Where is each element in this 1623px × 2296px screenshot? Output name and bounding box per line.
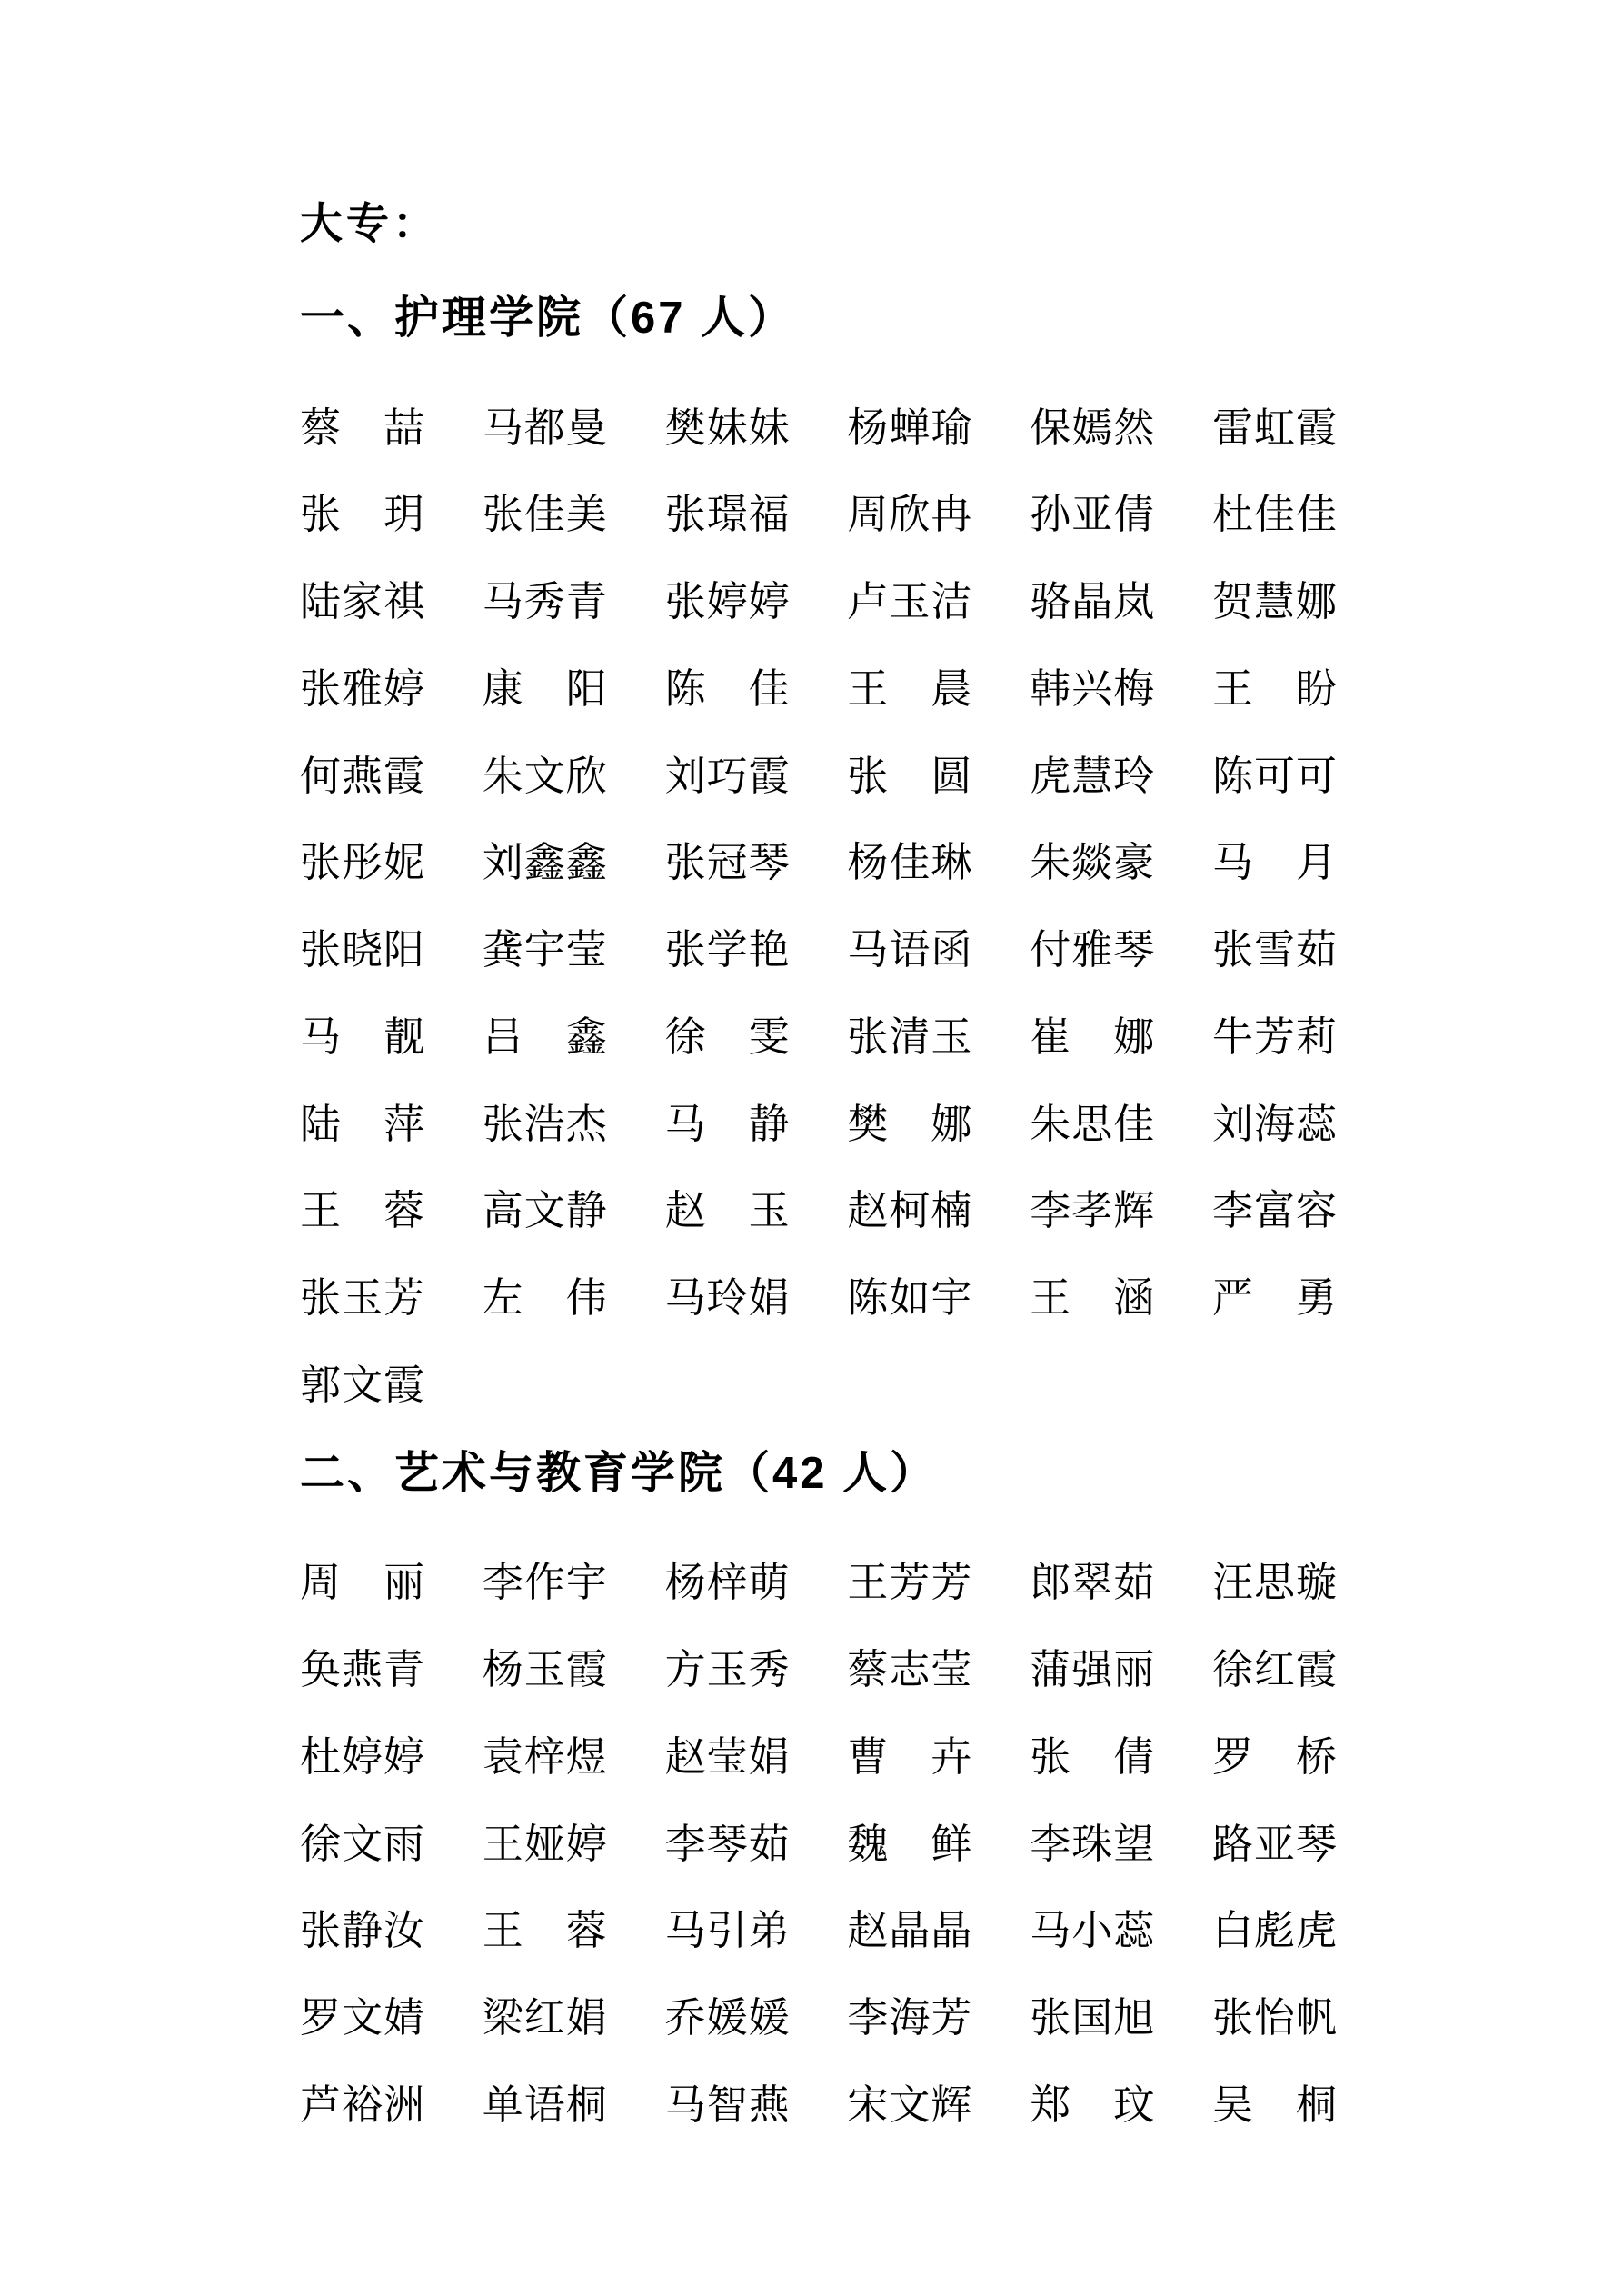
student-name: 杨蝉瑜	[847, 404, 973, 451]
student-name: 张 圆	[847, 753, 973, 799]
student-name: 孙亚倩	[1030, 492, 1156, 538]
student-name: 赵柯楠	[847, 1188, 973, 1234]
student-name: 马 靓	[300, 1013, 426, 1060]
name-row	[300, 405, 1338, 453]
student-name: 张婷婷	[664, 579, 791, 625]
name-rows	[300, 1560, 1338, 2129]
student-name: 汪思璇	[1211, 1560, 1338, 1606]
name-row	[300, 1363, 1338, 1410]
student-name: 雷虹霞	[1211, 404, 1338, 451]
student-name: 马小蕊	[1030, 1908, 1156, 1954]
student-name: 张清玉	[847, 1013, 973, 1060]
student-name: 郑 玟	[1030, 2081, 1156, 2128]
student-name: 王 盼	[1211, 665, 1338, 712]
name-rows	[300, 405, 1338, 1410]
student-name: 朱思佳	[1030, 1101, 1156, 1147]
student-name: 保嫣然	[1030, 404, 1156, 451]
student-name: 马都曼	[482, 404, 608, 451]
student-name: 罗文婧	[300, 1995, 426, 2041]
name-row	[300, 1647, 1338, 1694]
name-row	[300, 492, 1338, 539]
name-row	[300, 1014, 1338, 1062]
student-name: 张冠琴	[664, 840, 791, 886]
student-name: 何燕霞	[300, 753, 426, 799]
student-name: 骆晶岚	[1030, 579, 1156, 625]
student-name: 马玲娟	[664, 1275, 791, 1322]
section-art-education-college	[300, 1450, 1341, 2130]
name-row	[300, 754, 1338, 801]
student-name: 刘鑫鑫	[482, 840, 608, 886]
student-name: 马 月	[1211, 840, 1338, 886]
student-name: 周欣冉	[847, 492, 973, 538]
name-row	[300, 1188, 1338, 1235]
student-name: 周 丽	[300, 1560, 426, 1606]
student-name: 宋文辉	[847, 2081, 973, 2128]
student-name: 王 涵	[1030, 1275, 1156, 1322]
student-name: 高文静	[482, 1188, 608, 1234]
name-row	[300, 1734, 1338, 1782]
student-name: 马智燕	[664, 2081, 791, 2128]
student-name: 王 蓉	[300, 1188, 426, 1234]
student-name: 朱燚豪	[1030, 840, 1156, 886]
student-name: 牛芳莉	[1211, 1013, 1338, 1060]
student-name: 马引弟	[664, 1908, 791, 1954]
student-name: 康 阳	[482, 665, 608, 712]
student-name: 陆家祺	[300, 579, 426, 625]
student-name: 李富容	[1211, 1188, 1338, 1234]
student-name: 张玉芳	[300, 1275, 426, 1322]
name-row	[300, 927, 1338, 974]
student-name: 严 勇	[1211, 1275, 1338, 1322]
student-name: 郎翠茹	[1030, 1560, 1156, 1606]
student-name: 赵晶晶	[847, 1908, 973, 1954]
student-name: 杜佳佳	[1211, 492, 1338, 538]
section-heading: 一、护理学院（67 人）	[300, 293, 796, 343]
student-name: 杨玉霞	[482, 1647, 608, 1693]
student-name: 张学艳	[664, 927, 791, 973]
student-name: 樊 娜	[847, 1101, 973, 1147]
page-title: 大专：	[300, 201, 439, 248]
student-name: 芦裕洲	[300, 2081, 426, 2128]
student-name: 马 静	[664, 1101, 791, 1147]
student-name: 张 玥	[300, 492, 426, 538]
student-name: 张静汝	[300, 1908, 426, 1954]
student-name: 李琴茹	[664, 1821, 791, 1867]
student-name: 张晓阳	[300, 927, 426, 973]
student-name: 刘巧霞	[664, 753, 791, 799]
student-name: 杜婷婷	[300, 1733, 426, 1780]
student-name: 贺慧娜	[1211, 579, 1338, 625]
student-name: 王娅婷	[482, 1821, 608, 1867]
student-name: 张璟福	[664, 492, 791, 538]
student-name: 张佳美	[482, 492, 608, 538]
name-row	[300, 2082, 1338, 2130]
student-name: 马秀青	[482, 579, 608, 625]
student-name: 白彪虎	[1211, 1908, 1338, 1954]
student-name: 郭文霞	[300, 1362, 426, 1408]
student-name: 虎慧玲	[1030, 753, 1156, 799]
student-name: 付雅琴	[1030, 927, 1156, 973]
student-name: 张怡帆	[1211, 1995, 1338, 2041]
student-name: 路亚琴	[1211, 1821, 1338, 1867]
student-name: 梁红娟	[482, 1995, 608, 2041]
name-row	[300, 1102, 1338, 1149]
student-name: 袁梓煜	[482, 1733, 608, 1780]
section-nursing-college	[300, 294, 1341, 1410]
student-name: 蔡志莹	[847, 1647, 973, 1693]
student-name: 吴 桐	[1211, 2081, 1338, 2128]
student-name: 朱文欣	[482, 753, 608, 799]
student-name: 张 倩	[1030, 1733, 1156, 1780]
student-name: 徐 雯	[664, 1013, 791, 1060]
name-row	[300, 1908, 1338, 1955]
student-name: 陈 佳	[664, 665, 791, 712]
student-name: 龚宇莹	[482, 927, 608, 973]
student-name: 赵莹娟	[664, 1733, 791, 1780]
student-name: 李珠望	[1030, 1821, 1156, 1867]
name-row	[300, 840, 1338, 887]
name-row	[300, 1822, 1338, 1869]
student-name: 方玉秀	[664, 1647, 791, 1693]
student-name: 张国旭	[1030, 1995, 1156, 2041]
student-name: 陈如宇	[847, 1275, 973, 1322]
student-name: 王 晨	[847, 665, 973, 712]
name-row	[300, 1275, 1338, 1323]
student-name: 韩兴梅	[1030, 665, 1156, 712]
student-name: 陆 萍	[300, 1101, 426, 1147]
student-name: 樊妹妹	[664, 404, 791, 451]
student-name: 马语函	[847, 927, 973, 973]
student-name: 蒲强丽	[1030, 1647, 1156, 1693]
student-name: 李孝辉	[1030, 1188, 1156, 1234]
student-name: 杨梓萌	[664, 1560, 791, 1606]
name-row	[300, 1560, 1338, 1607]
student-name: 王 蓉	[482, 1908, 608, 1954]
name-row	[300, 579, 1338, 626]
section-heading: 二、艺术与教育学院（42 人）	[300, 1448, 938, 1498]
student-name: 李海芳	[847, 1995, 973, 2041]
student-name: 乔媛媛	[664, 1995, 791, 2041]
student-name: 蔡 喆	[300, 404, 426, 451]
student-name: 崔 娜	[1030, 1013, 1156, 1060]
student-name: 卢玉洁	[847, 579, 973, 625]
student-name: 李作宇	[482, 1560, 608, 1606]
student-name: 张雪茹	[1211, 927, 1338, 973]
student-name: 曹 卉	[847, 1733, 973, 1780]
student-name: 奂燕青	[300, 1647, 426, 1693]
student-name: 单语桐	[482, 2081, 608, 2128]
student-name: 陈可可	[1211, 753, 1338, 799]
student-name: 张雅婷	[300, 665, 426, 712]
student-name: 刘海蕊	[1211, 1101, 1338, 1147]
student-name: 张浩杰	[482, 1101, 608, 1147]
student-name: 魏 鲜	[847, 1821, 973, 1867]
name-row	[300, 1995, 1338, 2042]
student-name: 徐红霞	[1211, 1647, 1338, 1693]
student-name: 左 伟	[482, 1275, 608, 1322]
student-name: 徐文雨	[300, 1821, 426, 1867]
student-name: 吕 鑫	[482, 1013, 608, 1060]
student-name: 王芳芳	[847, 1560, 973, 1606]
student-name: 杨佳琳	[847, 840, 973, 886]
student-name: 赵 玉	[664, 1188, 791, 1234]
student-name: 罗 桥	[1211, 1733, 1338, 1780]
student-name: 张彤妮	[300, 840, 426, 886]
name-row	[300, 666, 1338, 714]
